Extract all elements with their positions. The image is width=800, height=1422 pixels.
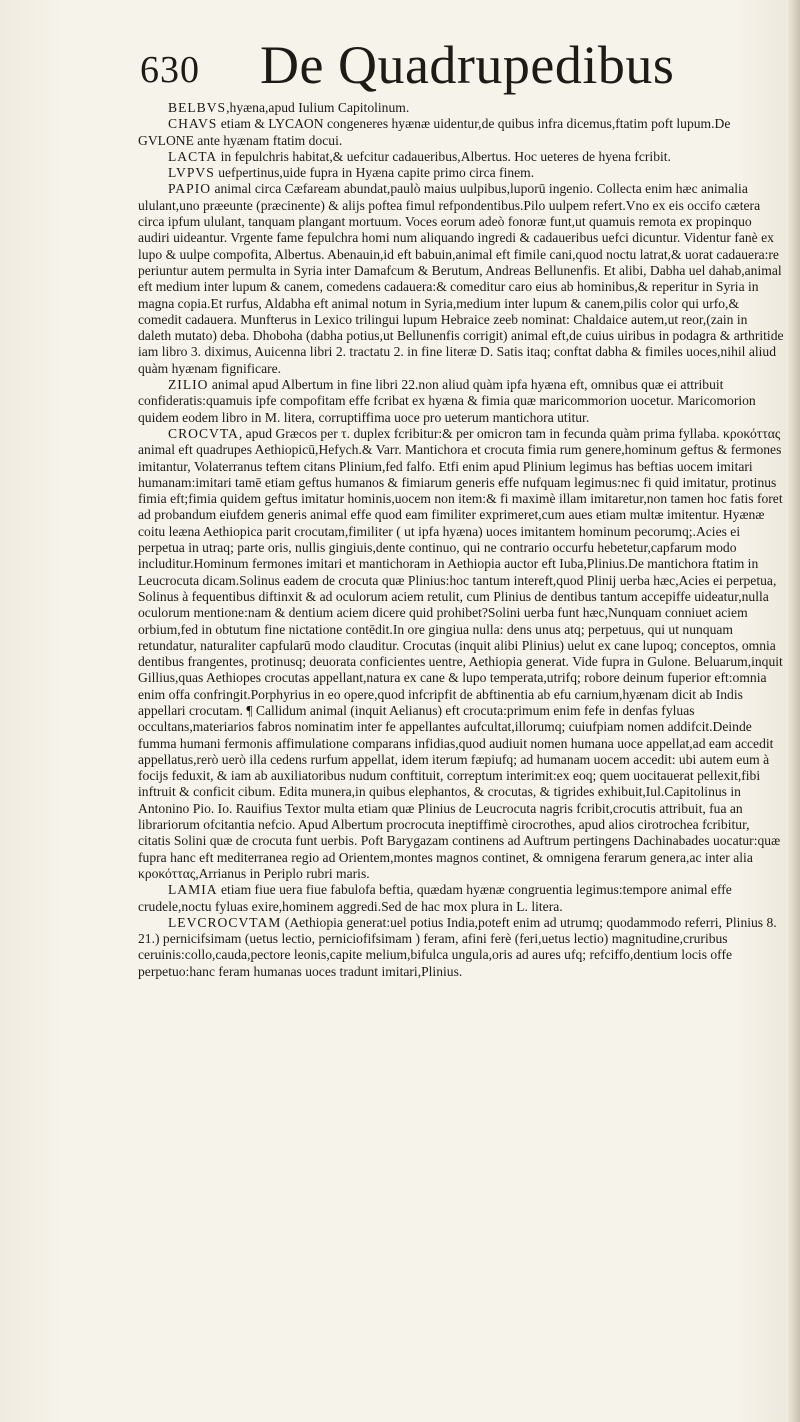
running-title: De Quadrupedibus <box>260 35 675 95</box>
keyword: LEVCROCVTAM <box>168 914 282 930</box>
paragraph-leucrocuta <box>138 915 784 980</box>
page-header <box>140 34 780 98</box>
paragraph-text: uefpertinus,uide fupra in Hyæna capite primo circa finem. <box>214 165 535 181</box>
paragraph-chaus <box>138 116 784 149</box>
keyword: PAPIO <box>168 181 212 197</box>
paragraph-text: animal apud Albertum in fine libri 22.non aliud quàm ipfa hyæna eft, omnibus quæ ei attribuit confideratis:quamuis ipfe compofitam effe fcribat ex hyæna & fimia quæ maricommorion uocetur. Maricomorion quidem eodem libro in M. litera, corruptiffima uoce pro ueterum mantichora utitur. <box>138 377 756 425</box>
keyword: LVPVS <box>168 165 215 181</box>
paragraph-lacta <box>138 149 784 165</box>
paragraph-crocuta <box>138 426 784 882</box>
keyword: CHAVS <box>168 116 218 132</box>
paragraph-text: (Aethiopia generat:uel potius India,poteft enim ad utrumq; quodammodo referri, Plinius 8. 21.) pernicifsimam (uetus lectio, perniciofifsimam ) feram, afini ferè (feri,uetus lectio) magnitudine,cruribus ceruinis:collo,cauda,pectore leonis,capite melium,bifulca ungula,oris ad aures ufq; refciffo,dentium locis offe perpetuo:hanc feram humanas uoces tradunt imitari,Plinius. <box>138 914 777 979</box>
paragraph-text: ,hyæna,apud Iulium Capitolinum. <box>226 100 410 115</box>
paragraph-text: animal circa Cæfaream abundat,paulò maius uulpibus,luporū ingenio. Collecta enim hæc animalia ululant,uno præeunte (præcinente) & alijs poftea fimul refpondentibus.Pilo uulpem refert.Vno ex eis occifo cætera circa ipfum ululant, tanquam plangant mortuum. Voces eorum adeò fonoræ funt,ut quamuis remota ex propinquo audiri uideantur. Vrgente fame fepulchra homi num aliquando ingredi & cadaueribus uefci dicuntur. Videntur fanè ex lupo & uulpe compofita, Albertus. Abenauin,id eft babuin,animal eft fimile cani,quod noctu latrat,& uorat cadauera:re periuntur autem permulta in Syria inter Damafcum & Berutum, Andreas Bellunenfis. Et alibi, Dabha uel dahab,animal eft medium inter lupum & canem, comedens cadauera:& comeditur carо eius ab hominibus,& reperitur in Syria in magna copia.Et rurfus, Aldabha eft animal notum in Syria,medium inter lupum & canem,pilis color qui urfo,& comedit cadauera. Munfterus in Lexico trilingui lupum Hebraice zeeb nominat: Chaldaice autem,ut reor,(zain in daleth mutato) deba. Dhoboha (dabha potius,ut Bellunenfis corrigit) animal eft,de cuius uiribus in podagra & arthritide iam libro 3. diximus, Auicenna libri 2. tractatu 2. in fine literæ D. Satis itaq; conftat dabha & fimiles uoces,nihil aliud quàm hyænam fignificare. <box>138 181 784 376</box>
paragraph-text: , apud Græcos per τ. duplex fcribitur:& per omicron tam in fecunda quàm prima fyllaba. κροκόττας animal eft quadrupes Aethiopicū,Hefych.& Varr. Mantichora et crocuta fimia rum genere,hominum geftus & fermones imitantur, Volaterranus teftem citans Plinium,fed falfo. Etfi enim apud Plinium legimus has beftias uocem imitari humanam:imitari tamē etiam geftus humanos & fimiarum generis effe nufquam legimus:nec fi quid imitatur, protinus fimia eft;fimia quidem geftus imitatur hominis,uocem non item:& fi maximè illam imitaretur,non tamen hoc fatis foret ad probandum eiufdem generis animal effe quod eam fimiliter exprimeret,cum aues etiam multæ imitentur. Hyænæ coitu leæna Aethiopica parit crocutam,fimiliter ( ut ipfa hyæna) uoces imitantem hominum pecorumq;.Acies ei perpetua in utraq; parte oris, nullis gingiuis,dente continuo, qui ne contrario occurfu hebetetur,capfarum modo includitur.Hominum fermones imitari et mantichoram in Aethiopia auctor eft Iuba,Plinius.De mantichora ftatim in Leucrocuta dicam.Solinus eadem de crocuta quæ Plinius:hoc tantum intereft,quod Plinij uerba hæc,Acies ei perpetua, Solinus à fequentibus diftinxit & ad oculorum aciem retulit, cum Plinius de dentibus tantum accepiffe uideatur,nulla oculorum mentione:nam & dentium aciem dicere quid prohibet?Solini uerba funt hæc,Nunquam conniuet aciem orbium,fed in obtutum fine nictatione contēdit.In ore gingiua nulla: dens unus atq; perpetuus, qui ut nunquam retundatur, naturaliter capfularū modo clauditur. Crocutas (inquit alibi Plinius) uelut ex cane lupoq; conceptos, omnia dentibus frangentes, protinusq; deuorata conficientes uentre, Aethiopia generat. Vide fupra in Gulone. Beluarum,inquit Gillius,quas Aethiopes crocutas appellant,natura ex cane & lupo temperata,utrifq; robore deinum fuperior eft:omnia enim offa confringit.Porphyrius in eo opere,quod infcripfit de abftinentia ab efu carnium,hyænam dicit ab Indis appellari crocutam. ¶ Callidum animal (inquit Aelianus) eft crocuta:primum enim fefe in denfas fyluas occultans,materiarios fabros nominatim inter fe appellantes aufcultat,illorumq; cuiufpiam nomen addifcit.Deinde fumma humani fermonis affimulatione comparans infidias,quod audiuit nomen humana uoce appellat,ad eam accedit appellatus,rerò uerò illa cedens rurfum appellat, idem iterum fæpiufq; ad humanam uocem accedit: ubi autem eum à focijs feduxit, & iam ab auxiliatoribus nudum conftituit, correptum interimit:ex eoq; quem uocitauerat pellexit,fibi inftruit & conficit cibum. Edita munera,in quibus elephantos, & crocutas, & tigrides exhibuit,Iul.Capitolinus in Antonino Pio. Io. Rauifius Textor multa etiam quæ Plinius de Leucrocuta nagris fcribit,crocutis attribuit, fua an librariorum ofcitantia nefcio. Apud Albertum procrocuta ineptiffimè cirocrothes, apud alios cirotrochea fcribitur, citatis Solini quæ de crocuta funt uerbis. Poft Barygazam continens ad Auftrum pertingens Dachinabades uocatur:quæ fupra hanc eft mediterranea regio ad Orientem,montes magnos continet, & omnigena ferarum genera,ac inter alia κροκόττας,Arrianus in Periplo rubri maris. <box>138 425 783 881</box>
paragraph-lamia <box>138 882 784 915</box>
paragraph-zilio <box>138 377 784 426</box>
paragraph-lupus <box>138 165 784 181</box>
paragraph-text: in fepulchris habitat,& uefcitur cadaueribus,Albertus. Hoc ueteres de hyena fcribit. <box>217 148 671 164</box>
paragraph-text: etiam & LYCAON congeneres hyænæ uidentur,de quibus infra dicemus,ftatim poft lupum.De GVLONE ante hyænam ftatim docui. <box>138 116 731 148</box>
page-edge <box>786 0 800 1422</box>
keyword: LACTA <box>168 148 218 164</box>
paragraph-text: etiam fiue uera fiue fabulofa beftia, quædam hyænæ congruentia legimus:tempore animal effe crudele,noctu fyluas exire,hominem aggredi.Sed de hac mox plura in L. litera. <box>138 882 732 914</box>
page-number: 630 <box>140 49 200 91</box>
paragraph-papio <box>138 181 784 377</box>
keyword: LAMIA <box>168 882 218 898</box>
body-text <box>138 100 784 980</box>
paragraph-belbus <box>138 100 784 116</box>
keyword: BELBVS <box>168 100 227 115</box>
keyword: CROCVTA <box>168 425 239 441</box>
keyword: ZILIO <box>168 377 209 393</box>
